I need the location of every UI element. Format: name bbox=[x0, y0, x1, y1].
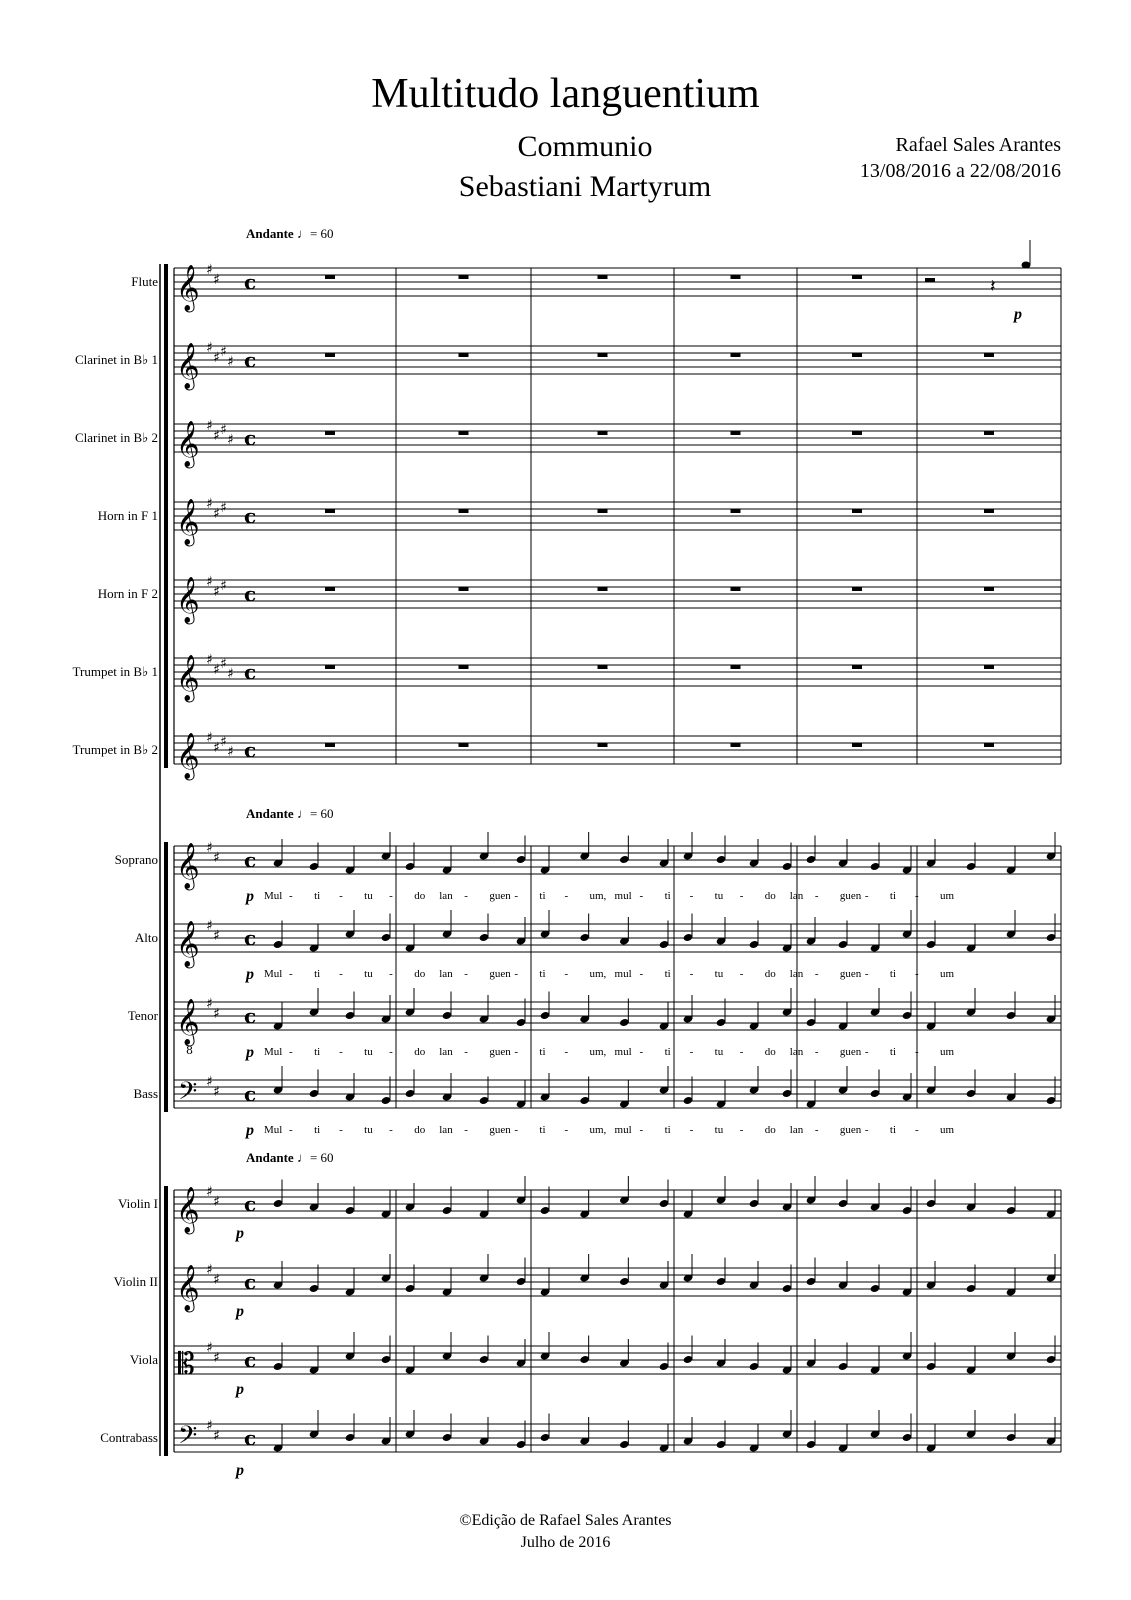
lyric-syllable: - bbox=[339, 968, 343, 980]
lyric-syllable: do bbox=[764, 1046, 776, 1058]
composer-name: Rafael Sales Arantes bbox=[895, 134, 1061, 156]
whole-rest-icon bbox=[459, 743, 469, 747]
lyric-syllable: - bbox=[639, 1046, 644, 1058]
edition-date: Julho de 2016 bbox=[520, 1534, 611, 1551]
lyric-syllable: - bbox=[564, 968, 569, 980]
lyric-syllable: um bbox=[940, 1124, 955, 1136]
tempo-marking bbox=[246, 226, 334, 242]
lyric-syllable: - bbox=[389, 890, 393, 902]
whole-rest-icon bbox=[731, 665, 741, 669]
whole-rest-icon bbox=[598, 431, 608, 435]
lyric-syllable: ti bbox=[539, 890, 546, 902]
lyric-syllable: ti bbox=[889, 1046, 897, 1058]
instrument-label: Soprano bbox=[114, 852, 158, 867]
lyric-syllable: - bbox=[739, 1124, 744, 1136]
lyric-syllable: um, bbox=[589, 1124, 607, 1136]
lyric-syllable: - bbox=[914, 1124, 919, 1136]
lyric-syllable: lan bbox=[439, 1124, 453, 1136]
lyric-syllable: tu bbox=[364, 1124, 373, 1136]
sharp-icon: ♯ bbox=[213, 740, 220, 756]
sharp-icon: ♯ bbox=[220, 500, 227, 516]
lyric-syllable: - bbox=[389, 1124, 393, 1136]
lyric-syllable: ti bbox=[889, 1124, 897, 1136]
sharp-icon: ♯ bbox=[206, 574, 213, 590]
lyric-syllable: - bbox=[914, 890, 919, 902]
instrument-label: Tenor bbox=[127, 1008, 158, 1023]
whole-rest-icon bbox=[325, 587, 335, 591]
dynamic-piano: p bbox=[246, 966, 254, 983]
tempo-word: Andante bbox=[246, 806, 297, 821]
lyric-syllable: lan bbox=[789, 968, 804, 980]
lyric-syllable: Mul bbox=[264, 890, 283, 902]
lyric-syllable: ti bbox=[889, 890, 897, 902]
lyric-syllable: - bbox=[864, 1124, 869, 1136]
dynamic-piano: p bbox=[246, 888, 254, 905]
treble-clef-icon: 𝄞 bbox=[176, 265, 200, 311]
edition-credit: ©Edição de Rafael Sales Arantes bbox=[459, 1512, 672, 1529]
note-head bbox=[1022, 262, 1031, 269]
lyric-syllable: Mul bbox=[264, 1124, 283, 1136]
treble-clef-icon: 𝄞 bbox=[176, 655, 200, 701]
whole-rest-icon bbox=[984, 509, 994, 513]
lyric-syllable: tu bbox=[714, 1124, 724, 1136]
whole-rest-icon bbox=[598, 353, 608, 357]
whole-rest-icon bbox=[325, 353, 335, 357]
lyric-syllable: - bbox=[389, 968, 393, 980]
lyric-syllable: - bbox=[289, 1124, 293, 1136]
treble-clef-icon: 𝄞 bbox=[176, 421, 200, 467]
sharp-icon: ♯ bbox=[206, 996, 213, 1012]
whole-rest-icon bbox=[598, 743, 608, 747]
whole-rest-icon bbox=[852, 509, 862, 513]
sharp-icon: ♯ bbox=[220, 656, 227, 672]
half-rest-icon bbox=[925, 278, 935, 282]
sharp-icon: ♯ bbox=[213, 584, 220, 600]
lyric-syllable: - bbox=[464, 1046, 468, 1058]
sharp-icon: ♯ bbox=[206, 652, 213, 668]
lyric-syllable: do bbox=[414, 890, 426, 902]
quarter-rest-icon: 𝄽 bbox=[990, 276, 996, 297]
sharp-icon: ♯ bbox=[213, 1006, 220, 1022]
lyric-syllable: mul bbox=[614, 1046, 632, 1058]
lyric-syllable: guen bbox=[489, 1046, 511, 1058]
common-time-icon: c bbox=[244, 1192, 257, 1216]
lyric-syllable: guen bbox=[489, 968, 511, 980]
common-time-icon: c bbox=[244, 270, 257, 294]
lyric-syllable: - bbox=[289, 890, 293, 902]
whole-rest-icon bbox=[598, 587, 608, 591]
tempo-value: ♩= 60 bbox=[296, 1150, 334, 1165]
lyric-syllable: - bbox=[689, 1124, 694, 1136]
lyric-syllable: lan bbox=[789, 1124, 804, 1136]
common-time-icon: c bbox=[244, 1082, 257, 1106]
sharp-icon: ♯ bbox=[220, 734, 227, 750]
common-time-icon: c bbox=[244, 1004, 257, 1028]
lyric-syllable: - bbox=[564, 1046, 569, 1058]
sharp-icon: ♯ bbox=[206, 340, 213, 356]
instrument-label: Bass bbox=[133, 1086, 158, 1101]
alto-clef-icon: 𝄡 bbox=[178, 1347, 195, 1382]
lyric-syllable: - bbox=[814, 968, 819, 980]
lyric-syllable: mul bbox=[614, 890, 632, 902]
group-bracket bbox=[164, 264, 168, 768]
lyric-syllable: - bbox=[739, 968, 744, 980]
whole-rest-icon bbox=[852, 353, 862, 357]
lyric-syllable: - bbox=[864, 1046, 869, 1058]
whole-rest-icon bbox=[984, 743, 994, 747]
treble-clef-icon: 𝄞 bbox=[176, 499, 200, 545]
dynamic-piano: p bbox=[236, 1303, 244, 1320]
lyric-syllable: - bbox=[689, 1046, 694, 1058]
lyric-syllable: - bbox=[464, 890, 468, 902]
lyric-syllable: - bbox=[339, 890, 343, 902]
whole-rest-icon bbox=[731, 353, 741, 357]
lyric-syllable: lan bbox=[789, 890, 804, 902]
whole-rest-icon bbox=[731, 587, 741, 591]
lyric-syllable: tu bbox=[714, 890, 724, 902]
instrument-label: Alto bbox=[134, 930, 158, 945]
lyric-syllable: do bbox=[764, 890, 776, 902]
sharp-icon: ♯ bbox=[220, 422, 227, 438]
treble-clef-icon: 𝄞 bbox=[176, 921, 200, 967]
lyric-syllable: mul bbox=[614, 1124, 632, 1136]
instrument-label: Contrabass bbox=[100, 1430, 158, 1445]
subtitle-communio: Communio bbox=[517, 130, 653, 163]
common-time-icon: c bbox=[244, 1426, 257, 1450]
lyric-syllable: mul bbox=[614, 968, 632, 980]
lyric-syllable: - bbox=[814, 1124, 819, 1136]
lyric-syllable: ti bbox=[889, 968, 897, 980]
treble-clef-icon: 𝄞 bbox=[176, 1265, 200, 1311]
lyric-syllable: - bbox=[339, 1046, 343, 1058]
whole-rest-icon bbox=[325, 275, 335, 279]
whole-rest-icon bbox=[325, 509, 335, 513]
lyric-syllable: guen bbox=[839, 1046, 862, 1058]
treble-clef-icon: 𝄞 bbox=[176, 577, 200, 623]
treble-clef-icon: 𝄞 bbox=[176, 999, 200, 1045]
tempo-marking bbox=[246, 1150, 334, 1166]
treble-clef-icon: 𝄞 bbox=[176, 1187, 200, 1233]
common-time-icon: c bbox=[244, 348, 257, 372]
lyric-syllable: tu bbox=[714, 968, 724, 980]
whole-rest-icon bbox=[852, 275, 862, 279]
whole-rest-icon bbox=[459, 431, 469, 435]
lyric-syllable: - bbox=[814, 1046, 819, 1058]
lyric-syllable: guen bbox=[839, 968, 862, 980]
lyric-syllable: um bbox=[940, 968, 955, 980]
lyric-syllable: tu bbox=[364, 1046, 373, 1058]
lyric-syllable: tu bbox=[714, 1046, 724, 1058]
whole-rest-icon bbox=[459, 509, 469, 513]
lyric-syllable: lan bbox=[439, 890, 453, 902]
sharp-icon: ♯ bbox=[213, 1194, 220, 1210]
sharp-icon: ♯ bbox=[227, 666, 234, 682]
sharp-icon: ♯ bbox=[206, 1340, 213, 1356]
lyric-syllable: do bbox=[414, 968, 426, 980]
whole-rest-icon bbox=[459, 665, 469, 669]
lyric-syllable: - bbox=[739, 1046, 744, 1058]
lyric-syllable: - bbox=[464, 1124, 468, 1136]
lyric-syllable: - bbox=[864, 890, 869, 902]
lyric-syllable: ti bbox=[664, 890, 671, 902]
subtitle-sebastiani: Sebastiani Martyrum bbox=[458, 170, 712, 203]
whole-rest-icon bbox=[598, 275, 608, 279]
lyric-syllable: - bbox=[814, 890, 819, 902]
lyric-syllable: do bbox=[414, 1046, 426, 1058]
instrument-label: Flute bbox=[131, 274, 158, 289]
sharp-icon: ♯ bbox=[206, 496, 213, 512]
sharp-icon: ♯ bbox=[213, 662, 220, 678]
sharp-icon: ♯ bbox=[213, 506, 220, 522]
whole-rest-icon bbox=[984, 353, 994, 357]
lyric-syllable: ti bbox=[664, 1124, 671, 1136]
lyric-syllable: - bbox=[514, 968, 519, 980]
tempo-value: ♩= 60 bbox=[296, 226, 334, 241]
group-bracket bbox=[164, 1186, 168, 1456]
sharp-icon: ♯ bbox=[213, 1428, 220, 1444]
dynamic-piano: p bbox=[1014, 306, 1022, 323]
bass-clef-icon: 𝄢 bbox=[178, 1421, 198, 1456]
composition-dates: 13/08/2016 a 22/08/2016 bbox=[859, 160, 1061, 182]
sharp-icon: ♯ bbox=[213, 428, 220, 444]
instrument-label: Clarinet in B♭ 2 bbox=[74, 430, 158, 445]
whole-rest-icon bbox=[325, 743, 335, 747]
sharp-icon: ♯ bbox=[213, 928, 220, 944]
lyric-syllable: - bbox=[514, 1124, 519, 1136]
tempo-value: ♩= 60 bbox=[296, 806, 334, 821]
sharp-icon: ♯ bbox=[213, 1084, 220, 1100]
group-bracket bbox=[164, 842, 168, 1112]
lyric-syllable: - bbox=[389, 1046, 393, 1058]
instrument-label: Trumpet in B♭ 1 bbox=[72, 664, 158, 679]
instrument-label: Violin II bbox=[113, 1274, 158, 1289]
lyric-syllable: ti bbox=[664, 1046, 671, 1058]
instrument-label: Viola bbox=[129, 1352, 158, 1367]
lyric-syllable: lan bbox=[439, 1046, 453, 1058]
lyric-syllable: tu bbox=[364, 968, 373, 980]
lyric-syllable: - bbox=[914, 1046, 919, 1058]
common-time-icon: c bbox=[244, 1270, 257, 1294]
common-time-icon: c bbox=[244, 1348, 257, 1372]
lyric-syllable: - bbox=[289, 968, 293, 980]
lyric-syllable: - bbox=[514, 1046, 519, 1058]
sharp-icon: ♯ bbox=[206, 730, 213, 746]
whole-rest-icon bbox=[731, 743, 741, 747]
lyric-syllable: - bbox=[739, 890, 744, 902]
lyric-syllable: - bbox=[564, 890, 569, 902]
octave-mark: 8 bbox=[186, 1044, 193, 1057]
bass-clef-icon: 𝄢 bbox=[178, 1077, 198, 1112]
common-time-icon: c bbox=[244, 738, 257, 762]
common-time-icon: c bbox=[244, 426, 257, 450]
sharp-icon: ♯ bbox=[227, 354, 234, 370]
sharp-icon: ♯ bbox=[227, 744, 234, 760]
lyric-syllable: - bbox=[564, 1124, 569, 1136]
sharp-icon: ♯ bbox=[220, 578, 227, 594]
tempo-word: Andante bbox=[246, 1150, 297, 1165]
whole-rest-icon bbox=[984, 431, 994, 435]
lyric-syllable: - bbox=[689, 968, 694, 980]
lyric-syllable: - bbox=[914, 968, 919, 980]
lyric-syllable: um bbox=[940, 1046, 955, 1058]
whole-rest-icon bbox=[325, 431, 335, 435]
common-time-icon: c bbox=[244, 926, 257, 950]
common-time-icon: c bbox=[244, 504, 257, 528]
sharp-icon: ♯ bbox=[213, 1350, 220, 1366]
whole-rest-icon bbox=[731, 275, 741, 279]
sharp-icon: ♯ bbox=[206, 1418, 213, 1434]
lyric-syllable: lan bbox=[789, 1046, 804, 1058]
lyric-syllable: - bbox=[514, 890, 519, 902]
treble-clef-icon: 𝄞 bbox=[176, 843, 200, 889]
instrument-label: Violin I bbox=[117, 1196, 158, 1211]
lyric-syllable: do bbox=[764, 968, 776, 980]
lyric-syllable: ti bbox=[314, 1046, 321, 1058]
lyric-syllable: Mul bbox=[264, 968, 283, 980]
lyric-syllable: lan bbox=[439, 968, 453, 980]
sharp-icon: ♯ bbox=[213, 1272, 220, 1288]
lyric-syllable: - bbox=[339, 1124, 343, 1136]
sharp-icon: ♯ bbox=[206, 840, 213, 856]
lyric-syllable: do bbox=[414, 1124, 426, 1136]
instrument-label: Horn in F 2 bbox=[97, 586, 158, 601]
sharp-icon: ♯ bbox=[206, 1184, 213, 1200]
instrument-label: Clarinet in B♭ 1 bbox=[74, 352, 158, 367]
treble-clef-icon: 𝄞 bbox=[176, 343, 200, 389]
lyric-syllable: um, bbox=[589, 890, 607, 902]
common-time-icon: c bbox=[244, 582, 257, 606]
lyric-syllable: guen bbox=[839, 1124, 862, 1136]
whole-rest-icon bbox=[731, 509, 741, 513]
lyric-syllable: ti bbox=[539, 968, 546, 980]
lyric-syllable: - bbox=[289, 1046, 293, 1058]
lyric-syllable: Mul bbox=[264, 1046, 283, 1058]
lyric-syllable: um bbox=[940, 890, 955, 902]
whole-rest-icon bbox=[984, 665, 994, 669]
lyric-syllable: tu bbox=[364, 890, 373, 902]
lyric-syllable: ti bbox=[539, 1124, 546, 1136]
whole-rest-icon bbox=[598, 509, 608, 513]
dynamic-piano: p bbox=[236, 1225, 244, 1242]
instrument-label: Horn in F 1 bbox=[97, 508, 158, 523]
dynamic-piano: p bbox=[246, 1044, 254, 1061]
whole-rest-icon bbox=[459, 353, 469, 357]
common-time-icon: c bbox=[244, 660, 257, 684]
sharp-icon: ♯ bbox=[206, 1262, 213, 1278]
sharp-icon: ♯ bbox=[213, 350, 220, 366]
lyric-syllable: - bbox=[639, 968, 644, 980]
whole-rest-icon bbox=[852, 431, 862, 435]
lyric-syllable: - bbox=[864, 968, 869, 980]
whole-rest-icon bbox=[459, 587, 469, 591]
lyric-syllable: guen bbox=[489, 890, 511, 902]
lyric-syllable: - bbox=[689, 890, 694, 902]
common-time-icon: c bbox=[244, 848, 257, 872]
lyric-syllable: ti bbox=[664, 968, 671, 980]
lyric-syllable: um, bbox=[589, 968, 607, 980]
whole-rest-icon bbox=[852, 743, 862, 747]
sharp-icon: ♯ bbox=[206, 418, 213, 434]
lyric-syllable: - bbox=[464, 968, 468, 980]
treble-clef-icon: 𝄞 bbox=[176, 733, 200, 779]
lyric-syllable: guen bbox=[839, 890, 862, 902]
sharp-icon: ♯ bbox=[227, 432, 234, 448]
sharp-icon: ♯ bbox=[206, 918, 213, 934]
dynamic-piano: p bbox=[236, 1462, 244, 1479]
lyric-syllable: ti bbox=[539, 1046, 546, 1058]
dynamic-piano: p bbox=[236, 1381, 244, 1398]
page-title: Multitudo languentium bbox=[371, 71, 760, 117]
whole-rest-icon bbox=[325, 665, 335, 669]
sharp-icon: ♯ bbox=[213, 272, 220, 288]
lyric-syllable: um, bbox=[589, 1046, 607, 1058]
whole-rest-icon bbox=[852, 587, 862, 591]
sharp-icon: ♯ bbox=[206, 262, 213, 278]
tempo-marking bbox=[246, 806, 334, 822]
sharp-icon: ♯ bbox=[220, 344, 227, 360]
whole-rest-icon bbox=[459, 275, 469, 279]
lyric-syllable: - bbox=[639, 890, 644, 902]
lyric-syllable: ti bbox=[314, 890, 321, 902]
sharp-icon: ♯ bbox=[213, 850, 220, 866]
lyric-syllable: do bbox=[764, 1124, 776, 1136]
whole-rest-icon bbox=[852, 665, 862, 669]
lyric-syllable: guen bbox=[489, 1124, 511, 1136]
whole-rest-icon bbox=[984, 587, 994, 591]
dynamic-piano: p bbox=[246, 1122, 254, 1139]
lyric-syllable: ti bbox=[314, 968, 321, 980]
lyric-syllable: ti bbox=[314, 1124, 321, 1136]
lyric-syllable: - bbox=[639, 1124, 644, 1136]
tempo-word: Andante bbox=[246, 226, 297, 241]
whole-rest-icon bbox=[731, 431, 741, 435]
sharp-icon: ♯ bbox=[206, 1074, 213, 1090]
whole-rest-icon bbox=[598, 665, 608, 669]
instrument-label: Trumpet in B♭ 2 bbox=[72, 742, 158, 757]
